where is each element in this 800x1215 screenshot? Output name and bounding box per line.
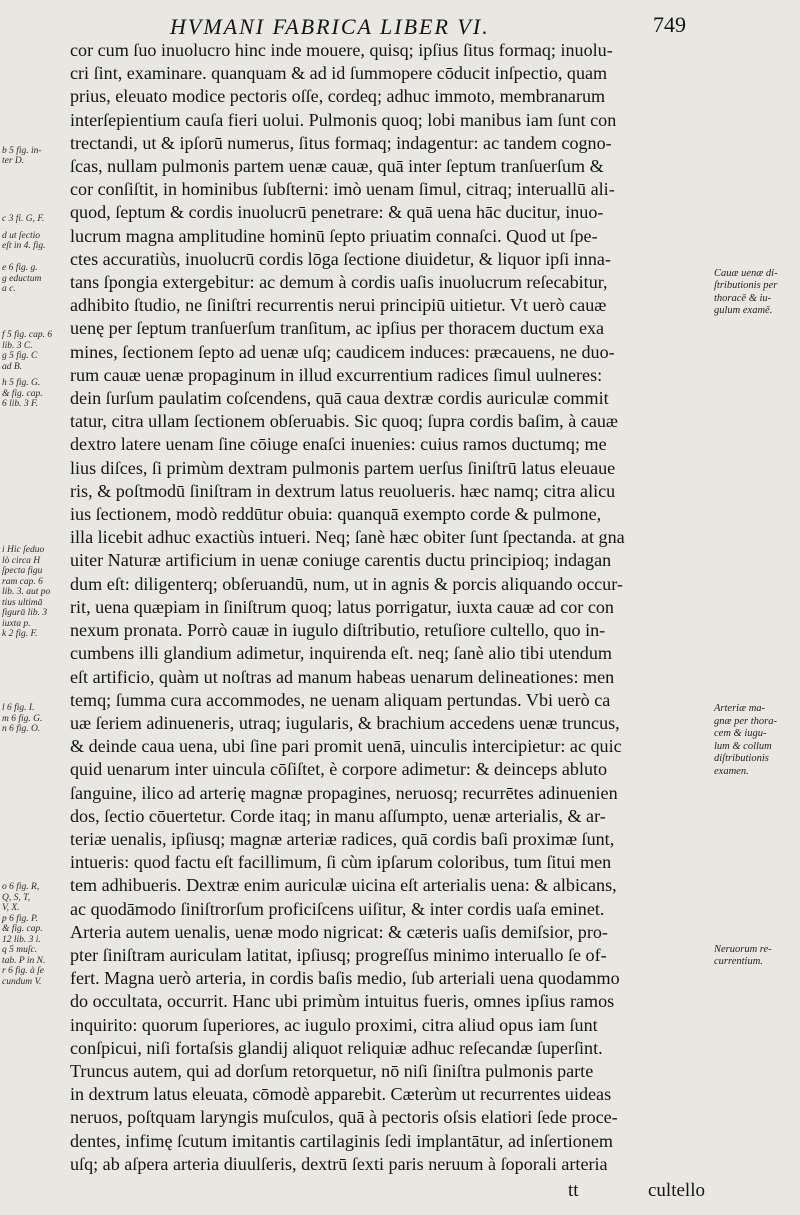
text-line: cor cum ſuo inuolucro hinc inde mouere, quisq; ipſius ſitus formaq; inuolu- xyxy=(70,40,613,60)
text-line: dein ſurſum paulatim coſcendens, quā caua dextræ cordis auriculæ commit xyxy=(70,388,609,409)
page-number: 749 xyxy=(653,12,686,37)
text-line: adhibito ſtudio, ne ſiniſtri recurrentis nerui principiū uitietur. Vt uerò cauæ xyxy=(70,295,607,316)
text-line: trectandi, ut & ipſorū numerus, ſitus formaq; indagentur: ac tandem cogno- xyxy=(70,132,612,153)
left-margin-note: d ut ſectio eſt in 4. fig. xyxy=(2,230,46,252)
text-line: intueris: quod factu eſt facillimum, ſi cùm ipſarum coloribus, tum ſitui men xyxy=(70,852,612,873)
text-line: conſpicui, niſi fortaſsis glandij aliquot reliquiæ adhuc reſecandæ ſuperſint. xyxy=(70,1037,603,1058)
text-line: uenę per ſeptum tranſuerſum tranſitum, ac ipſius per thoracem ductum exa xyxy=(70,318,605,339)
text-line: uſq; ab aſpera arteria diuulſeris, dextrū ſexti paris neruum à ſoporali arteria xyxy=(70,1153,608,1174)
text-line: fert. Magna uerò arteria, in cordis baſis medio, ſub arteriali uena quodammo xyxy=(70,968,620,989)
left-margin-note: o 6 fig. R, Q, S, T, V, X. p 6 fig. P. & fig. cap. 12 lib. 3 i. q 5 muſc. tab. P in N. r 6 fig. à ſe cundum V. xyxy=(2,882,46,987)
text-line: quod, ſeptum & cordis inuolucrū penetrare: & quā uena hāc ducitur, inuo- xyxy=(70,202,604,223)
text-line: dextro latere uenam ſine cōiuge enaſci inuenies: cuius ramos ductumq; me xyxy=(70,434,607,455)
text-line: mines, ſectionem ſepto ad uenæ uſq; caudicem induces: præcauens, ne duo- xyxy=(70,341,615,362)
right-margin-note: Neruorum re- currentium. xyxy=(714,943,772,968)
text-line: illa licebit adhuc exactiùs intueri. Neq; ſanè hæc obiter ſunt ſpectanda. at gna xyxy=(70,527,625,548)
text-line: dos, ſectio cōuertetur. Corde itaq; in manu aſſumpto, uenæ arterialis, & ar- xyxy=(70,805,606,826)
text-line: temq; ſumma cura accommodes, ne uenam aliquam pertundas. Vbi uerò ca xyxy=(70,689,611,710)
text-line: tem adhibueris. Dextræ enim auriculæ uicina eſt arterialis uena: & albicans, xyxy=(70,875,617,896)
text-line: quid uenarum inter uincula cōſiſtet, è corpore adimetur: & deinceps abluto xyxy=(70,759,608,780)
text-line: dum eſt: diligenterq; obſeruandū, num, ut in agnis & porcis aliquando occur- xyxy=(70,573,623,594)
right-margin-note: Arteriæ ma- gnæ per thora- cem & iugu- lum & collum diſtributionis examen. xyxy=(714,703,777,777)
text-line: ac quodāmodo ſiniſtrorſum proficiſcens uiſitur, & inter cordis uaſa eminet. xyxy=(70,898,605,919)
text-line: cumbens illi glandium adimetur, inquirenda eſt. neq; ſanè alio tibi utendum xyxy=(70,643,612,664)
text-line: & deinde caua uena, ubi ſine pari promit uenā, uinculis intercipietur: ac quic xyxy=(70,736,622,757)
left-margin-note: c 3 fi. G, F. xyxy=(2,214,45,225)
left-margin-note: l 6 fig. I. m 6 fig. G. n 6 fig. O. xyxy=(2,703,43,735)
left-margin-note: e 6 fig. g. g eductum a c. xyxy=(2,263,42,295)
text-line: lucrum magna amplitudine hominū ſepto priuatim connaſci. Quod ut ſpe- xyxy=(70,225,598,246)
text-line: ſanguine, ilico ad arterię magnæ propagines, neruosq; recurrētes adinuenien xyxy=(70,782,618,803)
text-line: prius, eleuato modice pectoris oſſe, cordeq; adhuc immoto, membranarum xyxy=(70,86,606,107)
text-line: rum cauæ uenæ propaginum in illud excurrentium radices ſimul uulneres: xyxy=(70,364,603,385)
text-line: interſepientium cauſa fieri uolui. Pulmonis quoq; lobi manibus iam ſunt con xyxy=(70,109,617,130)
running-title: HVMANI FABRICA LIBER VI. xyxy=(170,14,490,39)
text-line: teriæ uenalis, ipſiusq; magnæ arteriæ radices, quā cordis baſi proximæ ſunt, xyxy=(70,828,615,849)
text-line: nexum pronata. Porrò cauæ in iugulo diſtributio, retuſiore cultello, quo in- xyxy=(70,620,606,641)
text-line: cor conſiſtit, in hominibus ſubſterni: imò uenam ſimul, citraq; interuallū ali- xyxy=(70,179,615,200)
text-line: uiter Naturæ artificium in uenæ coniuge carentis ductu principioq; indagan xyxy=(70,550,612,571)
left-margin-note: b 5 fig. in- ter D. xyxy=(2,145,42,167)
left-margin-note: f 5 fig. cap. 6 lib. 3 C. g 5 fig. C ad B. xyxy=(2,330,53,372)
text-line: Arteria autem uenalis, uenæ modo nigricat: & cæteris uaſis demiſsior, pro- xyxy=(70,921,608,942)
text-line: pter ſiniſtram auriculam latitat, ipſiusq; progreſſus minimo interuallo ſe of- xyxy=(70,944,607,965)
text-line: neruos, poſtquam laryngis muſculos, quā à pectoris oſsis elatiori ſede proce- xyxy=(70,1107,618,1128)
left-margin-note: i Hic ſeduo lò circa H ſpecta figu ram cap. 6 lib. 3. aut po tius ultimā figurā lib. 3 iuxta p. k 2 fig. F. xyxy=(2,545,51,640)
text-line: ris, & poſtmodū ſiniſtram in dextrum latus reuolueris. hæc namq; citra alicu xyxy=(70,480,616,501)
text-line: eſt artificio, quàm ut noſtras ad manum habeas uenarum delineationes: men xyxy=(70,666,615,687)
text-line: do occultata, occurrit. Hanc ubi primùm intuitus fueris, omnes ipſius ramos xyxy=(70,991,615,1012)
text-line: tans ſpongia extergebitur: ac demum à cordis uaſis inuolucrum reſecabitur, xyxy=(70,272,608,293)
text-line: in dextrum latus eleuata, cōmodè apparebit. Cæterùm ut recurrentes uideas xyxy=(70,1084,612,1105)
text-line: cri ſint, examinare. quanquam & ad id ſummopere cōducit inſpectio, quam xyxy=(70,63,608,84)
text-line: tatur, citra ullam ſectionem obſeruabis. Sic quoq; ſupra cordis baſim, à cauæ xyxy=(70,411,618,432)
text-line: rit, uena quæpiam in ſiniſtrum quoq; latus porrigatur, iuxta cauæ ad cor con xyxy=(70,596,614,617)
left-margin-note: h 5 fig. G. & fig. cap. 6 lib. 3 F. xyxy=(2,378,43,410)
text-line: Truncus autem, qui ad dorſum retorquetur, nō niſi ſiniſtra pulmonis parte xyxy=(70,1060,594,1081)
text-line: inquirito: quorum ſuperiores, ac iugulo proximi, citra aliud opus iam ſunt xyxy=(70,1014,598,1035)
text-line: ius ſectionem, modò reddūtur obuia: quanquā exempto corde & pulmone, xyxy=(70,504,602,525)
catchword: cultello xyxy=(648,1180,705,1201)
signature-mark: tt xyxy=(568,1180,579,1201)
right-margin-note: Cauæ uenæ di- ſtributionis per thoracē & iu- gulum examē. xyxy=(714,267,778,317)
text-line: dentes, infimę ſcutum imitantis cartilaginis ſedi implantātur, ad inſertionem xyxy=(70,1130,613,1151)
text-line: ſcas, nullam pulmonis partem uenæ cauæ, quā inter ſeptum tranſuerſum & xyxy=(70,156,604,177)
text-line: uæ ſeriem adinueneris, utraq; iugularis, & brachium accedens uenæ truncus, xyxy=(70,712,620,733)
text-line: lius diſces, ſi primùm dextram pulmonis partem uerſus ſiniſtrū latus eleuaue xyxy=(70,457,616,478)
text-line: ctes accuratiùs, inuolucrū cordis lōga ſectione diuidetur, & liquor ipſi inna- xyxy=(70,248,611,269)
